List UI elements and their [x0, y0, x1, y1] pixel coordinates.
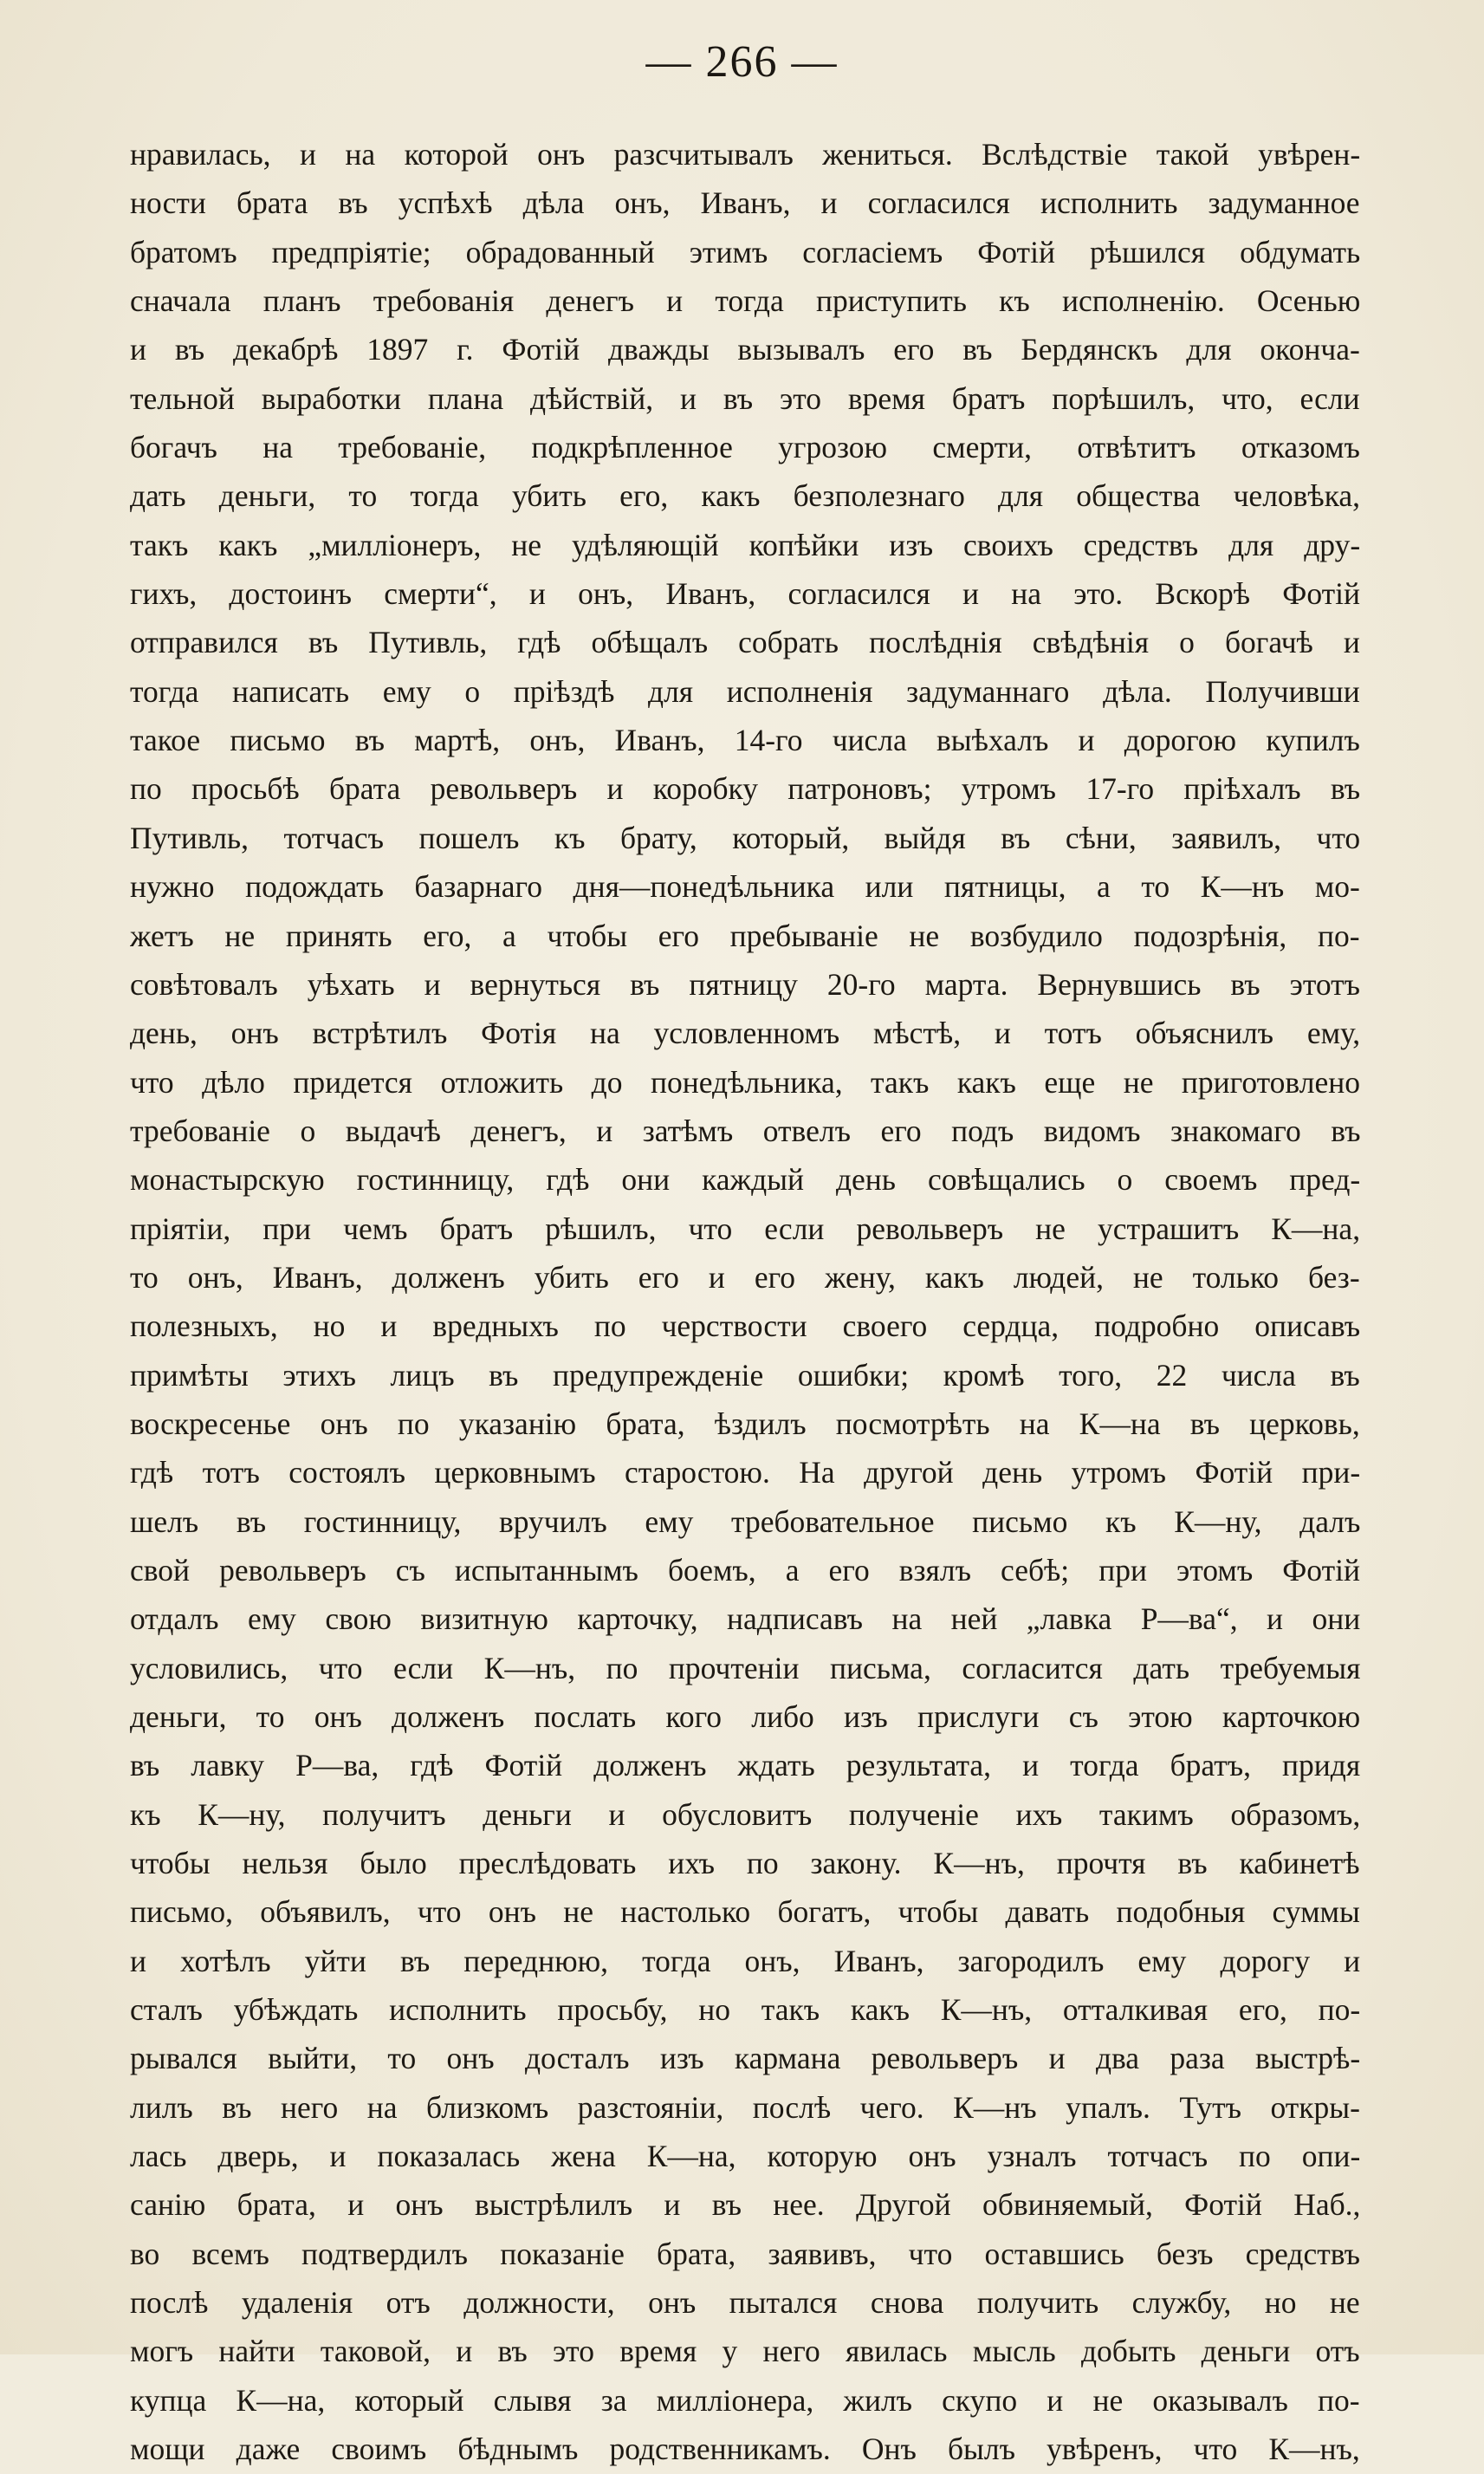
text-line: условились, что если К—нъ, по прочтеніи письма, согласится дать требуемыя [130, 1650, 1360, 1685]
text-line: тогда написать ему о пріѣздѣ для исполненія задуманнаго дѣла. Получивши [130, 673, 1360, 709]
text-line: то онъ, Иванъ, долженъ убить его и его жену, какъ людей, не только без- [130, 1259, 1360, 1295]
text-line: Путивль, тотчасъ пошелъ къ брату, который, выйдя въ сѣни, заявилъ, что [130, 820, 1360, 855]
text-line: что дѣло придется отложить до понедѣльника, такъ какъ еще не приготовлено [130, 1064, 1360, 1100]
text-line: въ лавку Р—ва, гдѣ Фотій долженъ ждать результата, и тогда братъ, придя [130, 1748, 1360, 1783]
text-line: мощи даже своимъ бѣднымъ родственникамъ. Онъ былъ увѣренъ, что К—нъ, [130, 2432, 1360, 2467]
text-line: ности брата въ успѣхѣ дѣла онъ, Иванъ, и согласился исполнить задуманное [130, 185, 1360, 221]
text-line: гдѣ тотъ состоялъ церковнымъ старостою. На другой день утромъ Фотій при- [130, 1455, 1360, 1490]
text-line: чтобы нельзя было преслѣдовать ихъ по закону. К—нъ, прочтя въ кабинетѣ [130, 1846, 1360, 1881]
text-line: послѣ удаленія отъ должности, онъ пытался снова получить службу, но не [130, 2285, 1360, 2321]
text-line: во всемъ подтвердилъ показаніе брата, заявивъ, что оставшись безъ средствъ [130, 2236, 1360, 2271]
text-line: сначала планъ требованія денегъ и тогда приступить къ исполненію. Осенью [130, 283, 1360, 319]
text-line: купца К—на, который слывя за милліонера, жилъ скупо и не оказывалъ по- [130, 2382, 1360, 2418]
text-line: сталъ убѣждать исполнить просьбу, но такъ какъ К—нъ, отталкивая его, по- [130, 1992, 1360, 2028]
text-line: такое письмо въ мартѣ, онъ, Иванъ, 14-го числа выѣхалъ и дорогою купилъ [130, 723, 1360, 758]
text-line: гихъ, достоинъ смерти“, и онъ, Иванъ, согласился и на это. Вскорѣ Фотій [130, 576, 1360, 612]
text-line: дать деньги, то тогда убить его, какъ безполезнаго для общества человѣка, [130, 478, 1360, 514]
text-line: такъ какъ „милліонеръ, не удѣляющій копѣйки изъ своихъ средствъ для дру- [130, 527, 1360, 562]
text-line: день, онъ встрѣтилъ Фотія на условленномъ мѣстѣ, и тотъ объяснилъ ему, [130, 1016, 1360, 1051]
text-line: шелъ въ гостинницу, вручилъ ему требовательное письмо къ К—ну, далъ [130, 1503, 1360, 1539]
text-line: письмо, объявилъ, что онъ не настолько богатъ, чтобы давать подобныя суммы [130, 1894, 1360, 1930]
text-line: богачъ на требованіе, подкрѣпленное угрозою смерти, отвѣтитъ отказомъ [130, 430, 1360, 465]
body-text [130, 130, 1360, 2474]
text-line: санію брата, и онъ выстрѣлилъ и въ нее. Другой обвиняемый, Фотій Наб., [130, 2187, 1360, 2223]
text-line: деньги, то онъ долженъ послать кого либо изъ прислуги съ этою карточкою [130, 1699, 1360, 1734]
text-line: нравилась, и на которой онъ разсчитывалъ жениться. Вслѣдствіе такой увѣрен- [130, 137, 1360, 172]
text-line: пріятіи, при чемъ братъ рѣшилъ, что если револьверъ не устрашитъ К—на, [130, 1211, 1360, 1246]
text-line: могъ найти таковой, и въ это время у него явилась мысль добыть деньги отъ [130, 2334, 1360, 2369]
text-line: совѣтовалъ уѣхать и вернуться въ пятницу 20-го марта. Вернувшись въ этотъ [130, 966, 1360, 1002]
text-line: полезныхъ, но и вредныхъ по черствости своего сердца, подробно описавъ [130, 1308, 1360, 1344]
text-line: по просьбѣ брата револьверъ и коробку патроновъ; утромъ 17-го пріѣхалъ въ [130, 771, 1360, 807]
text-line: лилъ въ него на близкомъ разстояніи, послѣ чего. К—нъ упалъ. Тутъ откры- [130, 2089, 1360, 2125]
text-line: братомъ предпріятіе; обрадованный этимъ согласіемъ Фотій рѣшился обдумать [130, 234, 1360, 269]
text-line: лась дверь, и показалась жена К—на, которую онъ узналъ тотчасъ по опи- [130, 2139, 1360, 2174]
text-line: тельной выработки плана дѣйствій, и въ это время братъ порѣшилъ, что, если [130, 380, 1360, 416]
text-line: нужно подождать базарнаго дня—понедѣльника или пятницы, а то К—нъ мо- [130, 869, 1360, 905]
text-line: воскресенье онъ по указанію брата, ѣздилъ посмотрѣть на К—на въ церковь, [130, 1406, 1360, 1441]
text-line: отправился въ Путивль, гдѣ обѣщалъ собрать послѣднія свѣдѣнія о богачѣ и [130, 625, 1360, 660]
text-line: рывался выйти, то онъ досталъ изъ кармана револьверъ и два раза выстрѣ- [130, 2041, 1360, 2076]
text-line: и въ декабрѣ 1897 г. Фотій дважды вызывалъ его въ Бердянскъ для оконча- [130, 332, 1360, 367]
text-line: примѣты этихъ лицъ въ предупрежденіе ошибки; кромѣ того, 22 числа въ [130, 1357, 1360, 1393]
text-line: къ К—ну, получитъ деньги и обусловитъ полученіе ихъ такимъ образомъ, [130, 1796, 1360, 1832]
text-line: монастырскую гостинницу, гдѣ они каждый день совѣщались о своемъ пред- [130, 1162, 1360, 1198]
text-line: отдалъ ему свою визитную карточку, надписавъ на ней „лавка Р—ва“, и они [130, 1601, 1360, 1637]
text-line: и хотѣлъ уйти въ переднюю, тогда онъ, Иванъ, загородилъ ему дорогу и [130, 1943, 1360, 1978]
page-number: — 266 — [645, 37, 839, 87]
text-line: требованіе о выдачѣ денегъ, и затѣмъ отвелъ его подъ видомъ знакомаго въ [130, 1113, 1360, 1148]
text-line: свой револьверъ съ испытаннымъ боемъ, а его взялъ себѣ; при этомъ Фотій [130, 1552, 1360, 1588]
text-line: жетъ не принять его, а чтобы его пребываніе не возбудило подозрѣнія, по- [130, 918, 1360, 953]
